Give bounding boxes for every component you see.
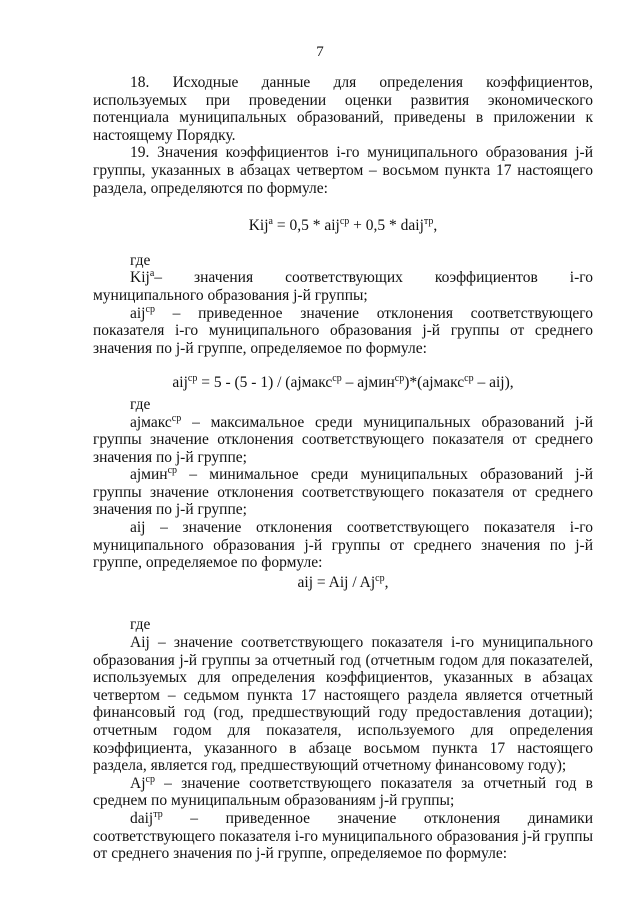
formula-kij: Kij$^а$ = 0,5 * aij$^{ср}$ + 0,5 * daij$^{тр}$, — [248, 216, 438, 235]
definition-ajmaks: ajмакс$^{ср}$ – максимальное среди муниципальных образований j-й группы значение отклонения соответствующего показателя от среднего значения по j-й группе; — [93, 412, 593, 466]
definition-ajmin: ajмин$^{ср}$ – минимальное среди муниципальных образований j-й группы значение отклонения соответствующего показателя от среднего значения по j-й группе; — [93, 465, 593, 519]
definition-Aij: Aij – значение соответствующего показателя i-го муниципального образования j-й группы за отчетный год (отчетным годом для показателей, используемых для определения коэффициентов, указанных в абзацах четвертом – седьмом пункта 17 настоящего раздела является отчетный финансовый год (год, предшествующий году предоставления дотации); отчетным годом для показателя, используемого для определения коэффициента, указанного в абзаце восьмом пункта 17 настоящего раздела, является год, предшествующий отчетному финансовому году); — [93, 634, 593, 775]
where-label: где — [130, 616, 151, 634]
definition-daij-tr: daij$^{тр}$ – приведенное значение отклонения динамики соответствующего показателя i-го муниципального образования j-й группы от среднего значения по j-й группе, определяемое по формуле: — [93, 808, 593, 863]
where-label: где — [130, 251, 151, 269]
where-label: где — [130, 395, 151, 413]
definition-aij: aij – значение отклонения соответствующего показателя i-го муниципального образования j-й группы от среднего значения по j-й группе, определяемое по формуле: — [93, 519, 593, 572]
document-body — [93, 74, 593, 863]
definition-aij-sr: aij$^{ср}$ – приведенное значение отклонения соответствующего показателя i-го муниципального образования j-й группы от среднего значения по j-й группе, определяемое по формуле: — [93, 303, 593, 357]
paragraph-18: 18. Исходные данные для определения коэффициентов, используемых при проведении оценки развития экономического потенциала муниципальных образований, приведены в приложении к настоящему Порядку. — [93, 74, 593, 144]
paragraph-19: 19. Значения коэффициентов i-го муниципального образования j-й группы, указанных в абзацах четвертом – восьмом пункта 17 настоящего раздела, определяются по формуле: — [93, 144, 593, 197]
formula-aij: aij = Aij / $Aj^{ср}$, — [297, 572, 389, 591]
definition-kij: Kij$^а$– значения соответствующих коэффициентов i-го муниципального образования j-й группы; — [93, 268, 593, 304]
page-number: 7 — [316, 44, 324, 60]
formula-aij-sr: aij$^{ср}$ = 5 - (5 - 1) / (ajмакс$^{ср}$ – ajмин$^{ср}$)*(ajмакс$^{ср}$ – aij), — [172, 373, 514, 392]
definition-Aj-sr: $Aj^{ср}$ – значение соответствующего показателя за отчетный год в среднем по муниципальным образованиям j-й группы; — [93, 773, 593, 810]
